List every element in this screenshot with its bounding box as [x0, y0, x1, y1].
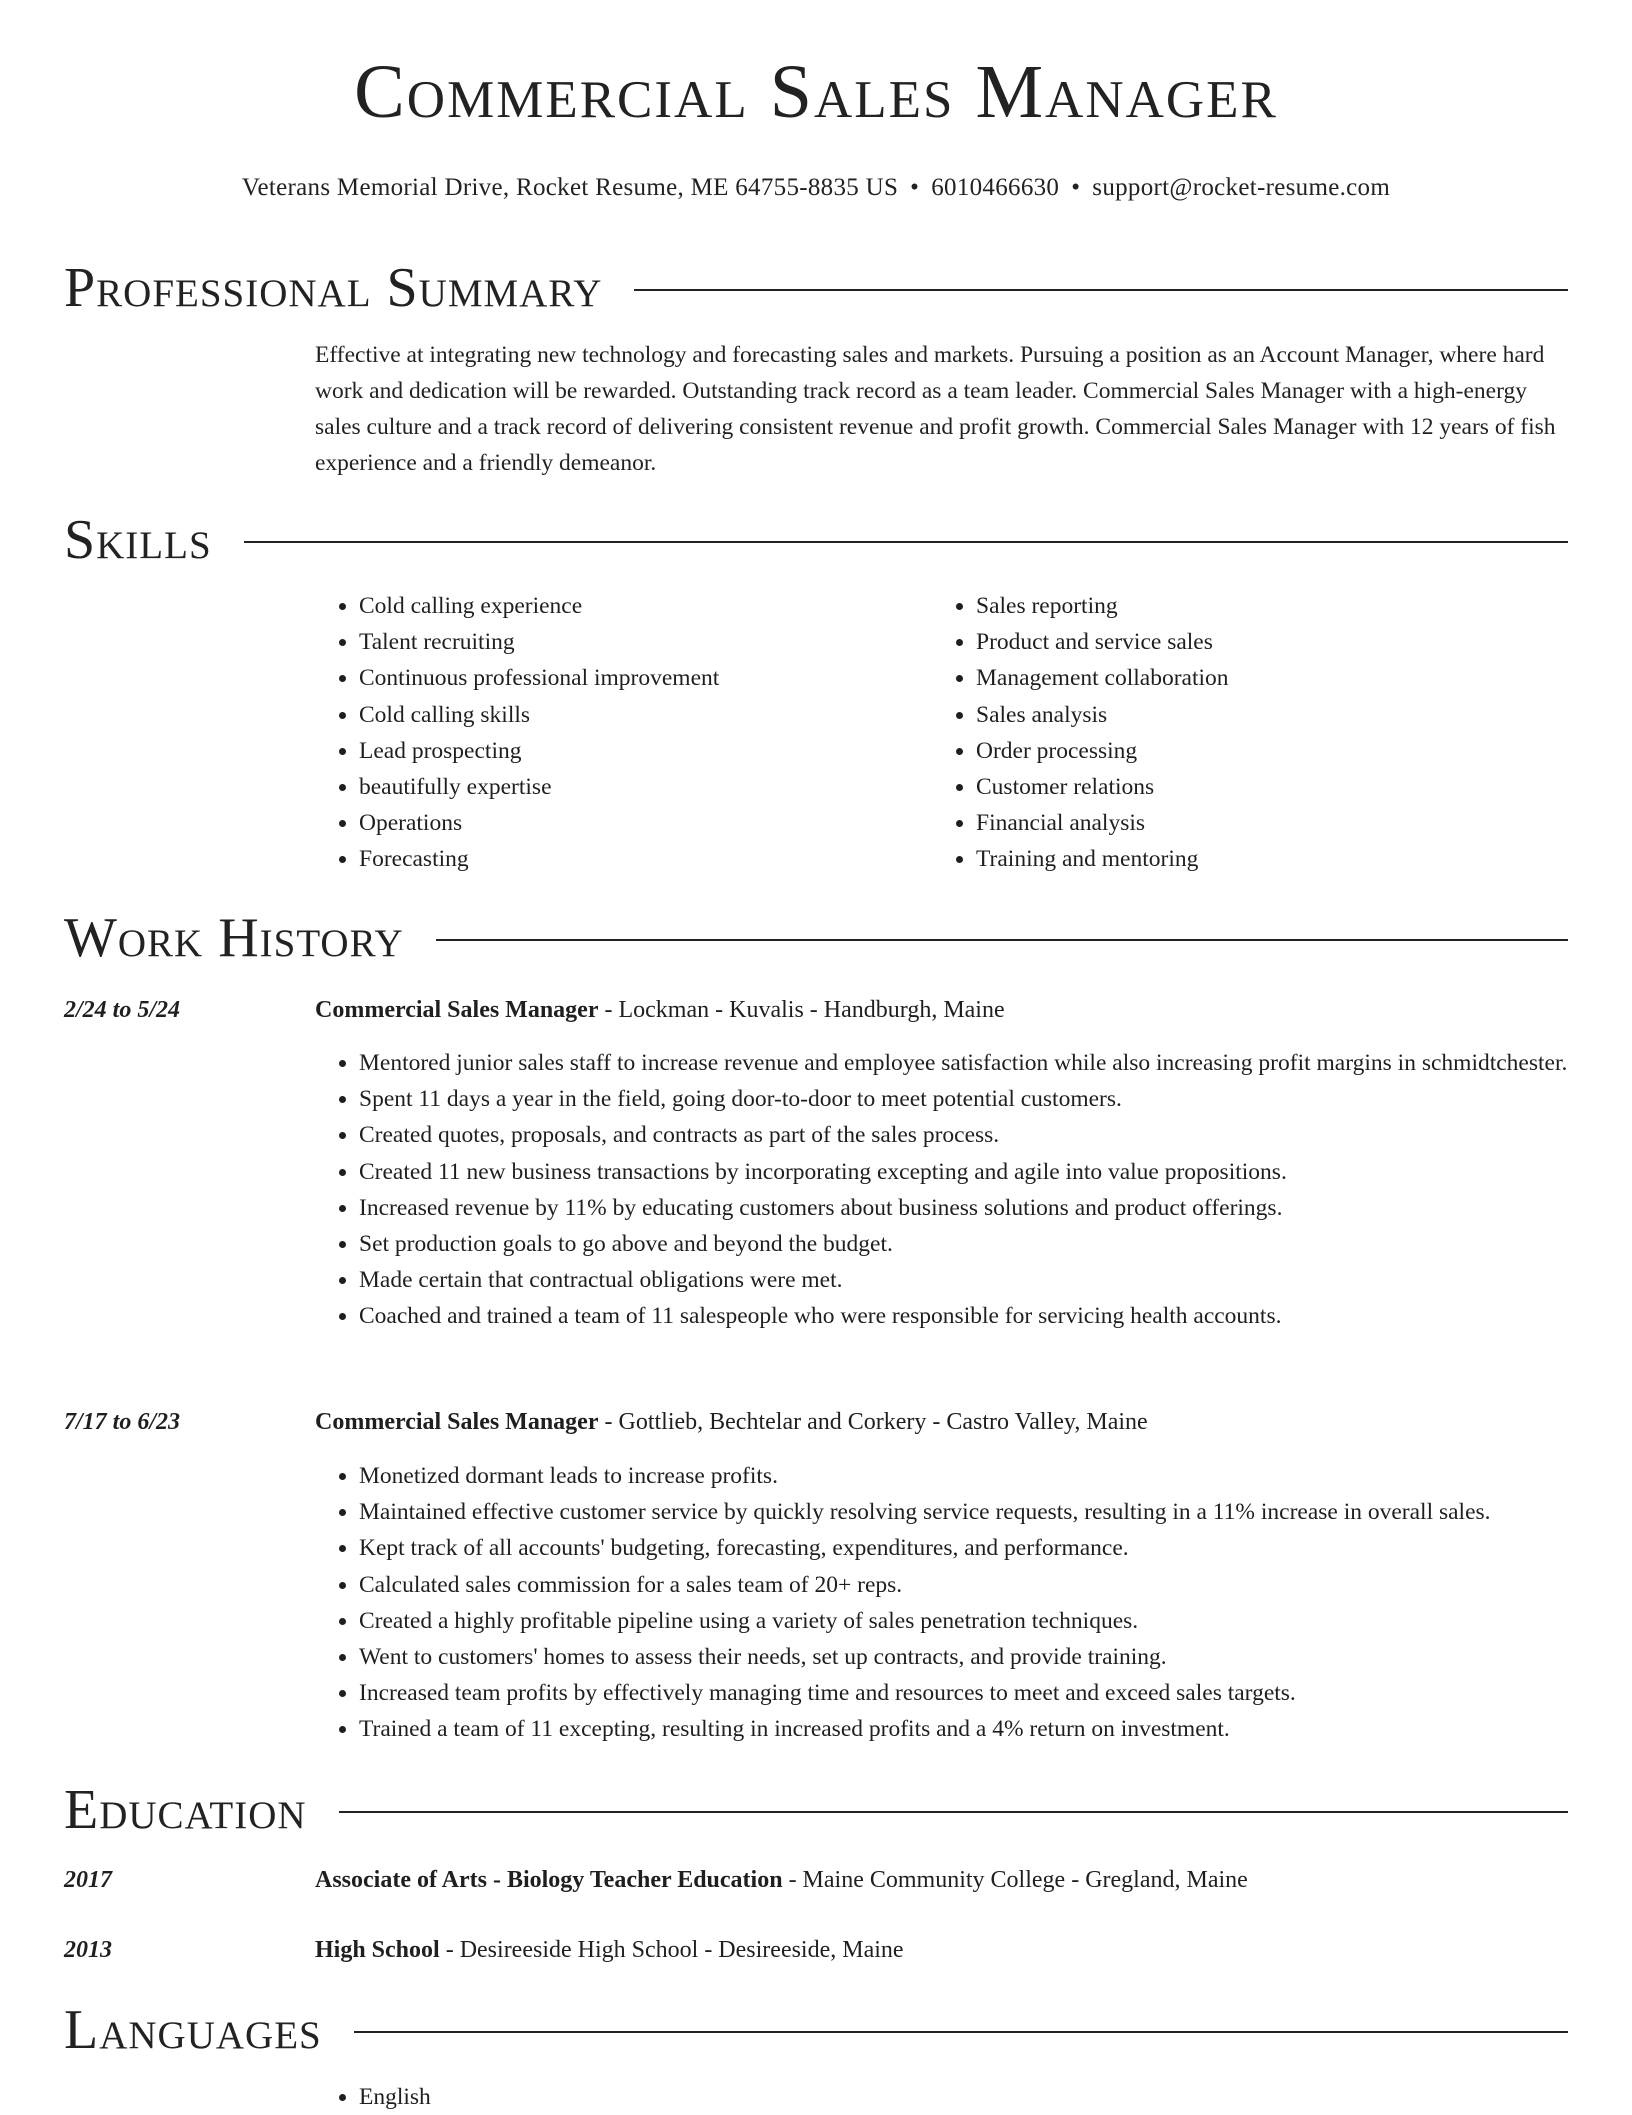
education-year: 2017 [64, 1867, 112, 1893]
job-role: Commercial Sales Manager [315, 1409, 599, 1435]
summary-section-header [64, 258, 1568, 318]
skill-item: • Lead prospecting [359, 733, 932, 769]
job-bullet: • Went to customers' homes to assess their needs, set up contracts, and provide training. [359, 1639, 1568, 1675]
contact-separator: • [910, 174, 920, 201]
job-details: - Gottlieb, Bechtelar and Corkery - Castro Valley, Maine [598, 1409, 1148, 1435]
skill-item: • Financial analysis [976, 805, 1568, 841]
skill-item: • beautifully expertise [359, 769, 932, 805]
job-bullet: • Created quotes, proposals, and contracts as part of the sales process. [359, 1117, 1568, 1153]
summary-text: Effective at integrating new technology and forecasting sales and markets. Pursuing a position as an Account Manager, where hard work and dedication will be rewarded. Outstanding track record as a team leader. Commercial Sales Manager with a high-energy sales culture and a track record of delivering consistent revenue and profit growth. Commercial Sales Manager with 12 years of fish experience and a friendly demeanor. [315, 342, 1556, 476]
education-headline [315, 1862, 1568, 1898]
skills-column-1 [315, 588, 932, 878]
skills-list [315, 588, 1568, 878]
contact-address: Veterans Memorial Drive, Rocket Resume, ME 64755-8835 US [241, 174, 899, 201]
skill-item: • Order processing [976, 733, 1568, 769]
job-bullet: • Made certain that contractual obligations were met. [359, 1262, 1568, 1298]
job-bullet: • Spent 11 days a year in the field, going door-to-door to meet potential customers. [359, 1081, 1568, 1117]
skills-section-header [64, 510, 1568, 570]
education-year: 2013 [64, 1937, 112, 1963]
job-bullet: • Set production goals to go above and beyond the budget. [359, 1226, 1568, 1262]
education-degree: High School [315, 1937, 440, 1963]
job-bullet: • Created 11 new business transactions by incorporating excepting and agile into value propositions. [359, 1154, 1568, 1190]
skill-item: • Sales analysis [976, 697, 1568, 733]
section-divider [634, 289, 1568, 291]
work-section-title: Work History [64, 907, 404, 969]
job-headline [315, 992, 1568, 1028]
contact-phone: 6010466630 [931, 174, 1060, 201]
skill-item: • Operations [359, 805, 932, 841]
education-degree: Associate of Arts - Biology Teacher Education [315, 1867, 783, 1893]
language-item: • English [359, 2079, 1568, 2115]
job-bullet: • Maintained effective customer service by quickly resolving service requests, resulting in a 11% increase in overall sales. [359, 1494, 1568, 1530]
job-bullet: • Increased team profits by effectively managing time and resources to meet and exceed sales targets. [359, 1675, 1568, 1711]
section-divider [436, 939, 1568, 941]
skill-item: • Training and mentoring [976, 841, 1568, 877]
job-bullet: • Created a highly profitable pipeline using a variety of sales penetration techniques. [359, 1603, 1568, 1639]
languages-section-title: Languages [64, 1999, 322, 2061]
skills-section-title: Skills [64, 509, 212, 571]
job-bullet: • Coached and trained a team of 11 salespeople who were responsible for servicing health accounts. [359, 1298, 1568, 1334]
education-details: - Maine Community College - Gregland, Maine [782, 1867, 1248, 1893]
job-role: Commercial Sales Manager [315, 997, 599, 1023]
job-dates: 2/24 to 5/24 [64, 997, 181, 1023]
skill-item: • Cold calling skills [359, 697, 932, 733]
work-section-header [64, 908, 1568, 968]
skill-item: • Management collaboration [976, 660, 1568, 696]
job-bullet: • Increased revenue by 11% by educating customers about business solutions and product offerings. [359, 1190, 1568, 1226]
job-dates: 7/17 to 6/23 [64, 1409, 181, 1435]
skill-item: • Cold calling experience [359, 588, 932, 624]
skill-item: • Customer relations [976, 769, 1568, 805]
skill-item: • Talent recruiting [359, 624, 932, 660]
education-details: - Desireeside High School - Desireeside, Maine [439, 1937, 904, 1963]
skill-item: • Continuous professional improvement [359, 660, 932, 696]
job-headline [315, 1404, 1568, 1440]
skill-item: • Forecasting [359, 841, 932, 877]
job-details: - Lockman - Kuvalis - Handburgh, Maine [598, 997, 1005, 1023]
skill-item: • Sales reporting [976, 588, 1568, 624]
job-bullet: • Mentored junior sales staff to increase revenue and employee satisfaction while also increasing profit margins in schmidtchester. [359, 1045, 1568, 1081]
languages-section-header [64, 2000, 1568, 2060]
contact-email: support@rocket-resume.com [1092, 174, 1391, 201]
candidate-name: Commercial Sales Manager [354, 50, 1278, 134]
job-bullet: • Trained a team of 11 excepting, resulting in increased profits and a 4% return on investment. [359, 1711, 1568, 1747]
job-bullet: • Calculated sales commission for a sales team of 20+ reps. [359, 1567, 1568, 1603]
education-headline [315, 1932, 1568, 1968]
contact-line [0, 174, 1632, 202]
job-bullet: • Monetized dormant leads to increase profits. [359, 1458, 1568, 1494]
job-bullets [315, 1045, 1568, 1335]
section-divider [339, 1811, 1568, 1813]
education-section-title: Education [64, 1779, 307, 1841]
contact-separator: • [1071, 174, 1081, 201]
summary-section-title: Professional Summary [64, 257, 603, 319]
section-divider [244, 541, 1568, 543]
education-section-header [64, 1780, 1568, 1840]
skills-column-2 [932, 588, 1568, 878]
skill-item: • Product and service sales [976, 624, 1568, 660]
job-bullet: • Kept track of all accounts' budgeting, forecasting, expenditures, and performance. [359, 1530, 1568, 1566]
job-bullets [315, 1458, 1568, 1748]
languages-list [315, 2079, 1568, 2115]
section-divider [354, 2031, 1568, 2033]
